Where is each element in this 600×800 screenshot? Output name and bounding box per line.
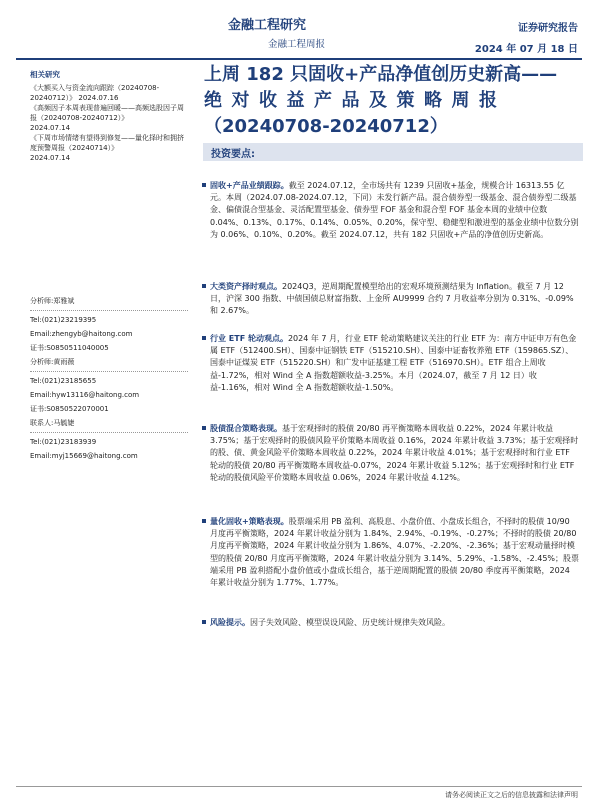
divider [30, 310, 188, 311]
section-body: 基于宏观择时的股债 20/80 再平衡策略本周收益 0.22%，2024 年累计收益 3.75%；基于宏观择时的股债风险平价策略本周收益 0.16%，2024 年累计收益 3.73%；基于宏观择时的股、债、黄金风险平价策略本周收益 0.22%，2024 年累计收益 4.01%；基于宏观择时和行业 ETF 轮动的股债 20/80 再平衡策略本周收益-0.07%，2024 年累计收益 5.12%；基于宏观择时和行业 ETF 轮动的股债风险平价策略本周收益 0.06%，2024 年累计收益 4.12%。 [210, 424, 579, 482]
related-item[interactable] [30, 83, 188, 103]
section-lead: 风险提示。 [210, 618, 250, 627]
report-date: 2024 年 07 月 18 日 [474, 44, 578, 55]
contact-tel: Tel:(021)23183939 [30, 438, 97, 446]
footer-disclaimer[interactable]: 请务必阅读正文之后的信息披露和法律声明 [445, 791, 578, 799]
analyst-email[interactable]: Email:zhengyb@haitong.com [30, 330, 133, 338]
bullet-icon [202, 336, 206, 340]
section-etf-rotation [210, 333, 580, 394]
related-item-title: 《下周市场情绪有望得到修复——量化择时和拥挤度预警周报（20240714）》 [30, 134, 184, 152]
section-body: 因子失效风险、模型误设风险、历史统计规律失效风险。 [250, 618, 450, 627]
summary-label: 投资要点: [211, 149, 255, 160]
related-item-date: 2024.07.14 [30, 154, 71, 162]
analyst-tel: Tel:(021)23185655 [30, 377, 97, 385]
analyst-contacts [30, 294, 188, 463]
section-lead: 行业 ETF 轮动观点。 [210, 334, 288, 343]
title-line-1: 上周 182 只固收+产品净值创历史新高—— [204, 64, 558, 85]
related-research-label: 相关研究 [30, 70, 60, 79]
section-lead: 大类资产择时观点。 [210, 282, 282, 291]
analyst-email[interactable]: Email:hyw13116@haitong.com [30, 391, 140, 399]
section-risk [210, 617, 580, 629]
bullet-icon [202, 620, 206, 624]
related-item[interactable] [30, 103, 188, 133]
header-subtitle: 金融工程周报 [268, 39, 326, 50]
related-item-date: 2024.07.16 [78, 94, 119, 102]
divider [30, 371, 188, 372]
related-item-date: 2024.07.14 [30, 124, 71, 132]
related-item-title: 《高频因子本周表现普遍回暖——高频选股因子周报（20240708-20240712）》 [30, 104, 184, 122]
section-body: 股票端采用 PB 盈利、高股息、小盘价值、小盘成长组合，不择时的股债 10/90 月度再平衡策略，2024 年累计收益分别为 1.84%、2.94%、-0.19%、-0.27%；不择时的股债 20/80 月度再平衡策略，2024 年累计收益分别为 1.86%、4.07%、-2.20%、-2.36%；基于宏观动量择时模型的股债 20/80 月度再平衡策略，2024 年累计收益分别为 3.14%、5.29%、-1.58%、-2.45%；股票端采用 PB 盈利搭配小盘价值或小盘成长组合，基于逆周期配置的股债 20/80 季度再平衡策略，2024 年累计收益分别为 1.77%、1.77%。 [210, 517, 580, 588]
header-rule [16, 58, 582, 60]
summary-bar [203, 143, 583, 161]
footer-rule [16, 786, 582, 787]
analyst-name: 分析师:黄雨薇 [30, 358, 75, 366]
contact-name: 联系人:马毓婕 [30, 419, 75, 427]
analyst-cert: 证书:S0850511040005 [30, 344, 109, 352]
related-item-title: 《大额买入与资金流向跟踪（20240708-20240712）》 [30, 84, 160, 102]
section-lead: 股债混合策略表现。 [210, 424, 282, 433]
analyst-cert: 证书:S0850522070001 [30, 405, 109, 413]
section-quant-fixed-income [210, 516, 580, 589]
section-body: 2024 年 7 月，行业 ETF 轮动策略建议关注的行业 ETF 为：南方中证申万有色金属 ETF（512400.SH）、国泰中证钢铁 ETF（515210.SH）、国泰中证畜牧养殖 ETF（159865.SZ）、国泰中证煤炭 ETF（515220.SH）和广发中证基建工程 ETF（516970.SH）。ETF 组合上周收益-1.72%，相对 Wind 全 A 指数超额收益-3.25%。本月（2024.07，截至 7 月 12 日）收益-1.16%，相对 Wind 全 A 指数超额收益-1.50%。 [210, 334, 577, 392]
section-fixed-income-plus [210, 180, 580, 241]
bullet-icon [202, 426, 206, 430]
section-asset-timing [210, 281, 580, 318]
section-body: 截至 2024.07.12，全市场共有 1239 只固收+基金，规模合计 16313.55 亿元。本周（2024.07.08-2024.07.12，下同）未发行新产品。混合债券型一级基金、混合债券型二级基金、偏债混合型基金、灵活配置型基金、债券型 FOF 基金和混合型 FOF 基金本周的业绩中位数 0.04%、0.13%、0.17%、0.14%、0.05%、0.20%，保守型、稳健型和激进型的基金业绩中位数分别为 0.06%、0.10%、0.20%。截至 2024.07.12，共有 182 只固收+产品的净值创历史新高。 [210, 181, 579, 239]
analyst-tel: Tel:(021)23219395 [30, 316, 97, 324]
bullet-icon [202, 284, 206, 288]
divider [30, 432, 188, 433]
section-lead: 固收+产品业绩跟踪。 [210, 181, 289, 190]
title-line-3: （20240708-20240712） [204, 116, 448, 137]
title-line-2: 绝对收益产品及策略周报 [204, 90, 507, 111]
section-stock-bond-mix [210, 423, 580, 484]
related-item[interactable] [30, 133, 188, 163]
analyst-name: 分析师:郑雅斌 [30, 297, 75, 305]
section-lead: 量化固收+策略表现。 [210, 517, 289, 526]
report-type: 证券研究报告 [518, 23, 578, 34]
page-title [204, 62, 584, 140]
header-title: 金融工程研究 [228, 18, 307, 33]
bullet-icon [202, 183, 206, 187]
bullet-icon [202, 519, 206, 523]
related-research [30, 70, 188, 163]
contact-email[interactable]: Email:myj15669@haitong.com [30, 452, 138, 460]
section-body: 2024Q3，逆周期配置模型给出的宏观环境预测结果为 Inflation。截至 7 月 12 日，沪深 300 指数、中债国债总财富指数、上金所 AU9999 合约 7 月收益率分别为 0.31%、-0.09%和 2.67%。 [210, 282, 574, 316]
